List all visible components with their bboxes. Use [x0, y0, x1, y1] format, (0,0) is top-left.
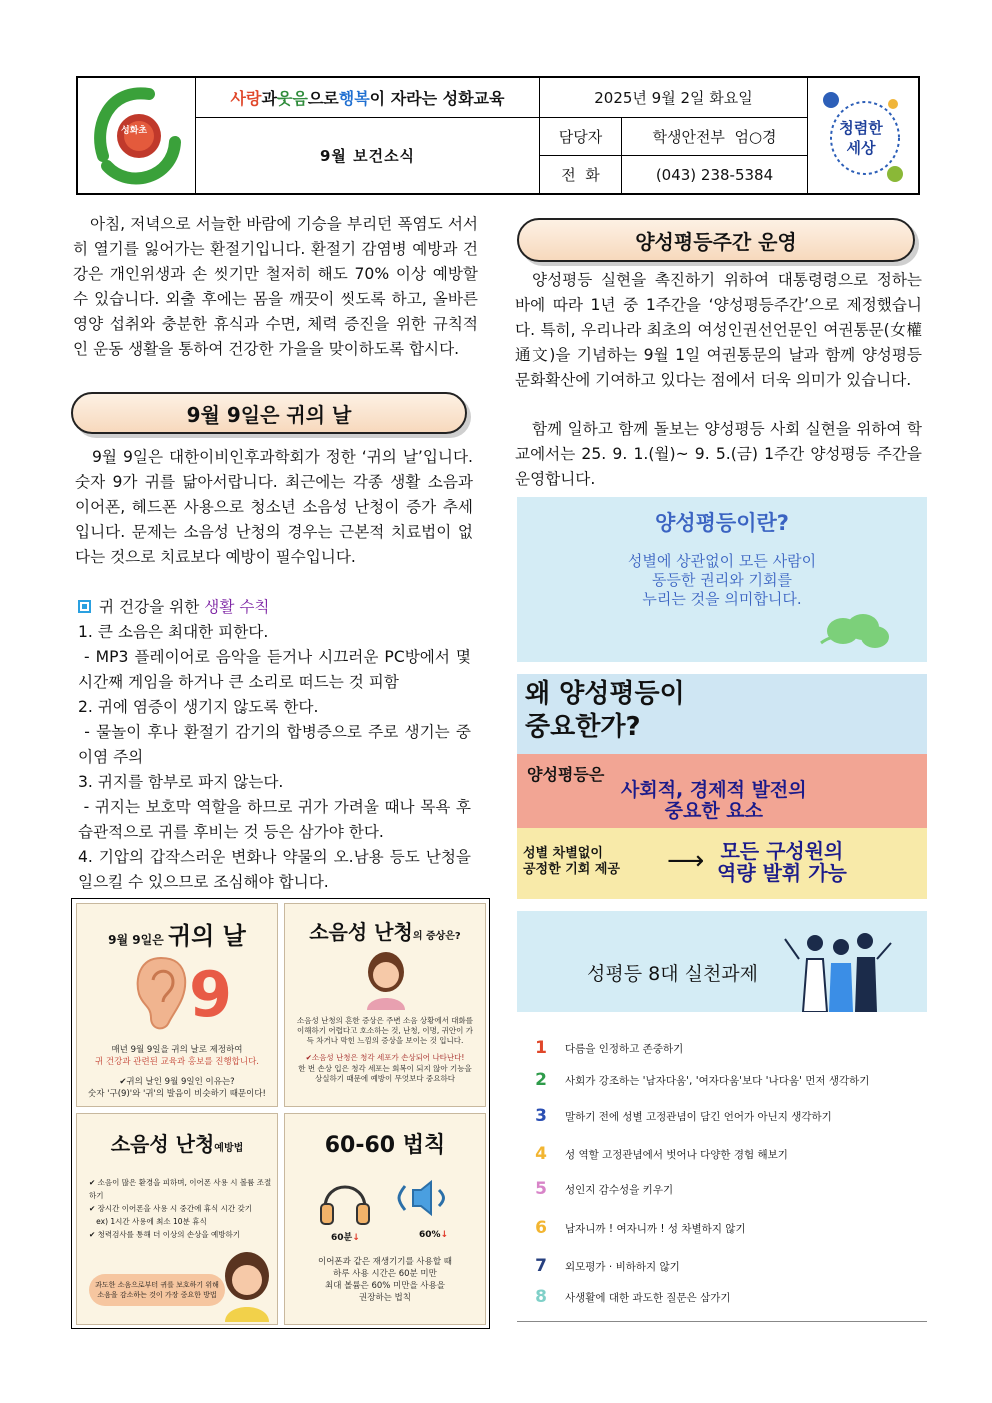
task-item: [517, 1218, 746, 1238]
task-item: [517, 1038, 683, 1058]
task-item: [517, 1144, 788, 1164]
card-text: 숫자 '구(9)'와 '귀'의 발음이 비슷하기 때문이다!: [88, 1089, 266, 1099]
why-left-line: 공정한 기회 제공: [523, 862, 620, 877]
slogan: [196, 78, 540, 118]
slogan-part: 이 자라는 성화교육: [369, 89, 505, 108]
card-60-60-rule: [284, 1113, 486, 1325]
rule-label-time-text: 60분: [331, 1233, 353, 1243]
why-main-line: 중요한 요소: [664, 800, 764, 822]
arrow-icon: ⟶: [667, 846, 705, 876]
task-item: [517, 1106, 832, 1126]
tip-line: - MP3 플레이어로 음악을 듣거나 시끄러운 PC방에서 몇 시간째 게임을 하거나 큰 소리로 떠드는 것 피함: [78, 648, 476, 691]
phone-label: 전 화: [540, 156, 622, 193]
card-title-small: 의 증상은?: [412, 931, 461, 942]
tip-line: - 귀지는 보호막 역할을 하므로 귀가 가려울 때나 목욕 후 습관적으로 귀를 후비는 것 등은 삼가야 한다.: [78, 798, 476, 841]
gender-definition-box: [517, 497, 927, 662]
task-text: 사생활에 대한 과도한 질문은 삼가기: [565, 1291, 731, 1304]
card-prevention: [76, 1113, 278, 1325]
card-text: 최대 볼륨은 60% 미만을 사용을: [324, 1281, 446, 1291]
prevention-item: ✔ 장시간 이어폰을 사용 시 중간에 휴식 시간 갖기: [89, 1204, 253, 1213]
task-number: 5: [535, 1179, 547, 1199]
definition-line: 누리는 것을 의미합니다.: [642, 590, 802, 608]
card-text: 하루 사용 시간은 60분 미만: [333, 1269, 437, 1279]
card-ear-day: [76, 903, 278, 1107]
task-text: 말하기 전에 성별 고정관념이 담긴 언어가 아닌지 생각하기: [565, 1110, 832, 1123]
ear-cards-grid: [71, 898, 490, 1329]
people-icon: [779, 929, 899, 1012]
tips-heading: [78, 595, 269, 620]
rule-label-time: 60분↓: [331, 1233, 360, 1243]
why-title-line: 중요한가?: [525, 712, 641, 742]
card-noise-symptoms: [284, 903, 486, 1107]
definition-line: 동등한 권리와 기회를: [652, 571, 792, 589]
prevention-list: [89, 1176, 275, 1241]
card-title-big: 귀의 날: [167, 922, 246, 950]
checkbox-icon: [78, 600, 91, 613]
tip-line: 4. 기압의 갑작스러운 변화나 약물의 오.남용 등도 난청을 일으킬 수 있으므로 조심해야 합니다.: [78, 848, 471, 891]
ear-day-body: 9월 9일은 대한이비인후과학회가 정한 ‘귀의 날’입니다. 숫자 9가 귀를 닮아서랍니다. 최근에는 각종 생활 소음과 이어폰, 헤드폰 사용으로 청소년 소음성 난청이 증가 추세입니다. 문제는 소음성 난청의 경우는 근본적 치료법이 없다는 것으로 치료보다 예방이 필수입니다.: [75, 448, 473, 566]
contact-value: 학생안전부 엄○경: [622, 118, 808, 156]
task-item: [517, 1179, 673, 1199]
why-right: [717, 840, 847, 884]
definition-line: 성별에 상관없이 모든 사람이: [627, 552, 817, 570]
card-text: ✔귀의 날인 9월 9일인 이유는?: [119, 1077, 235, 1087]
why-main-line: 사회적, 경제적 발전의: [621, 779, 807, 801]
task-text: 남자니까 ! 여자니까 ! 성 차별하지 않기: [565, 1222, 746, 1235]
tip-line: - 물놀이 후나 환절기 감기의 합병증으로 주로 생기는 중이염 주의: [78, 723, 471, 766]
card-text: ✔소음성 난청은 청각 세포가 손상되어 나타난다!: [305, 1053, 465, 1062]
tips-highlight: 생활 수칙: [204, 598, 270, 616]
why-main: [621, 780, 807, 822]
task-number: 2: [535, 1070, 547, 1090]
phone-value: (043) 238-5384: [622, 156, 808, 193]
card-number: 9: [189, 958, 233, 1031]
school-logo-text: 성화초: [121, 126, 148, 136]
slogan-part: 사랑: [230, 89, 262, 108]
slogan-part: 으로: [307, 89, 339, 108]
integrity-logo-cell: [808, 78, 918, 193]
why-sub: 양성평등은: [527, 765, 605, 784]
why-right-line: 모든 구성원의: [720, 839, 844, 863]
card-text: 이어폰과 같은 재생기기를 사용할 때: [318, 1257, 452, 1267]
why-left-line: 성별 차별없이: [523, 846, 603, 861]
card-text: 권장하는 법칙: [359, 1293, 411, 1303]
task-number: 3: [535, 1106, 547, 1126]
why-middle-band: [517, 754, 927, 828]
prevention-item: ✔ 청력검사를 통해 더 이상의 손상을 예방하기: [89, 1230, 240, 1239]
gender-heading: 양성평등주간 운영: [517, 218, 915, 262]
task-item: [517, 1287, 731, 1307]
headphones-icon: [315, 1168, 375, 1228]
prevention-bubble: 과도한 소음으로부터 귀를 보호하기 위해 소음을 감소하는 것이 가장 중요한 방법: [89, 1274, 225, 1306]
task-text: 성 역할 고정관념에서 벗어나 다양한 경험 해보기: [565, 1148, 788, 1161]
definition-lines: [517, 552, 927, 609]
prevention-item: ✔ 소음이 많은 환경을 피하며, 이어폰 사용 시 볼륨 조절 하기: [89, 1178, 272, 1200]
gender-body-2: 함께 일하고 함께 돌보는 양성평등 사회 실현을 위하여 학교에서는 25. 9. 1.(월)~ 9. 5.(금) 1주간 양성평등 주간을 운영합니다.: [515, 420, 922, 488]
card-title: [77, 916, 277, 951]
card-title: [77, 1128, 277, 1157]
issue-date: 2025년 9월 2일 화요일: [540, 78, 808, 118]
integrity-logo-text: 청렴한 세상: [839, 119, 883, 157]
person-icon: [361, 950, 411, 1010]
girl-icon: [217, 1250, 273, 1322]
why-bottom-band: [517, 828, 927, 899]
tip-line: 3. 귀지를 함부로 파지 않는다.: [78, 773, 284, 791]
tips-list: [78, 620, 476, 895]
task-text: 성인지 감수성을 키우기: [565, 1183, 674, 1196]
eight-tasks-box: [517, 911, 927, 1322]
page-title: 9월 보건소식: [196, 118, 540, 193]
slogan-part: 웃음: [276, 89, 308, 108]
gender-body-1: 양성평등 실현을 촉진하기 위하여 대통령령으로 정하는 바에 따라 1년 중 1주간을 ‘양성평등주간’으로 제정했습니다. 특히, 우리나라 최초의 여성인권선언문인 여권통문(女權通文)을 기념하는 9월 1일 여권통문의 날과 함께 양성평등 문화확산에 기여하고 있다는 점에서 더욱 의미가 있습니다.: [515, 271, 922, 389]
why-right-line: 역량 발휘 가능: [717, 861, 847, 885]
why-title-band: [517, 674, 927, 754]
task-item: [517, 1070, 869, 1090]
card-text: 한 번 손상 입은 청각 세포는 회복이 되지 않아 기능을 상실하기 때문에 예방이 무엇보다 중요하다: [298, 1064, 472, 1083]
task-text: 사회가 강조하는 '남자다움', '여자다움'보다 '나다움' 먼저 생각하기: [565, 1074, 870, 1087]
tip-line: 2. 귀에 염증이 생기지 않도록 한다.: [78, 698, 319, 716]
tip-line: 1. 큰 소음은 최대한 피한다.: [78, 623, 269, 641]
why-gender-equality-box: [517, 674, 927, 899]
task-number: 7: [535, 1256, 547, 1276]
rule-label-volume-text: 60%: [419, 1230, 441, 1240]
slogan-part: 행복: [338, 89, 370, 108]
clover-icon: [813, 607, 895, 651]
task-text: 다름을 인정하고 존중하기: [565, 1042, 684, 1055]
ear-day-heading: 9월 9일은 귀의 날: [71, 392, 467, 434]
tasks-header-band: [517, 911, 927, 1012]
speaker-icon: [397, 1168, 461, 1228]
why-title-line: 왜 양성평등이: [525, 679, 685, 709]
card-text: 귀 건강과 관련된 교육과 홍보를 진행합니다.: [94, 1057, 259, 1067]
card-title-big: 소음성 난청: [110, 1132, 215, 1156]
card-text: 매년 9월 9일을 귀의 날로 제정하여: [111, 1045, 243, 1055]
task-number: 6: [535, 1218, 547, 1238]
why-left: [523, 846, 620, 878]
task-item: [517, 1256, 680, 1276]
rule-label-volume: 60%↓: [419, 1230, 449, 1240]
card-text: 소음성 난청의 흔한 증상은 주변 소음 상황에서 대화를 이해하기 어렵다고 호소하는 것, 난청, 이명, 귀안이 가득 차거나 막힌 느낌의 증상을 보이는 것 입니다.: [296, 1016, 474, 1045]
card-title: [285, 916, 485, 945]
ear-icon: [131, 954, 191, 1034]
tasks-title: 성평등 8대 실천과제: [587, 963, 758, 985]
task-number: 1: [535, 1038, 547, 1058]
card-title-small: 예방법: [214, 1143, 244, 1154]
logo-cell: [78, 78, 196, 193]
intro-paragraph: 아침, 저녁으로 서늘한 바람에 기승을 부리던 폭염도 서서히 열기를 잃어가는 환절기입니다. 환절기 감염병 예방과 건강은 개인위생과 손 씻기만 철저히 해도 70% 이상 예방할 수 있습니다. 외출 후에는 몸을 깨끗이 씻도록 하고, 올바른 영양 섭취와 충분한 휴식과 수면, 체력 증진을 위한 규칙적인 운동 생활을 통하여 건강한 가을을 맞이하도록 합시다.: [73, 215, 478, 358]
task-number: 8: [535, 1287, 547, 1307]
card-title-small: 9월 9일은: [108, 933, 168, 947]
why-title: [525, 678, 685, 744]
task-number: 4: [535, 1144, 547, 1164]
task-text: 외모평가 · 비하하지 않기: [565, 1260, 680, 1273]
contact-label: 담당자: [540, 118, 622, 156]
header-table: [76, 76, 920, 195]
card-title: 60-60 법칙: [324, 1133, 446, 1158]
tips-prefix: 귀 건강을 위한: [99, 598, 205, 616]
card-title-big: 소음성 난청: [309, 920, 413, 944]
prevention-item: ex) 1시간 사용에 최소 10분 휴식: [89, 1217, 207, 1226]
definition-title: 양성평등이란?: [655, 511, 789, 535]
slogan-part: 과: [261, 89, 277, 108]
